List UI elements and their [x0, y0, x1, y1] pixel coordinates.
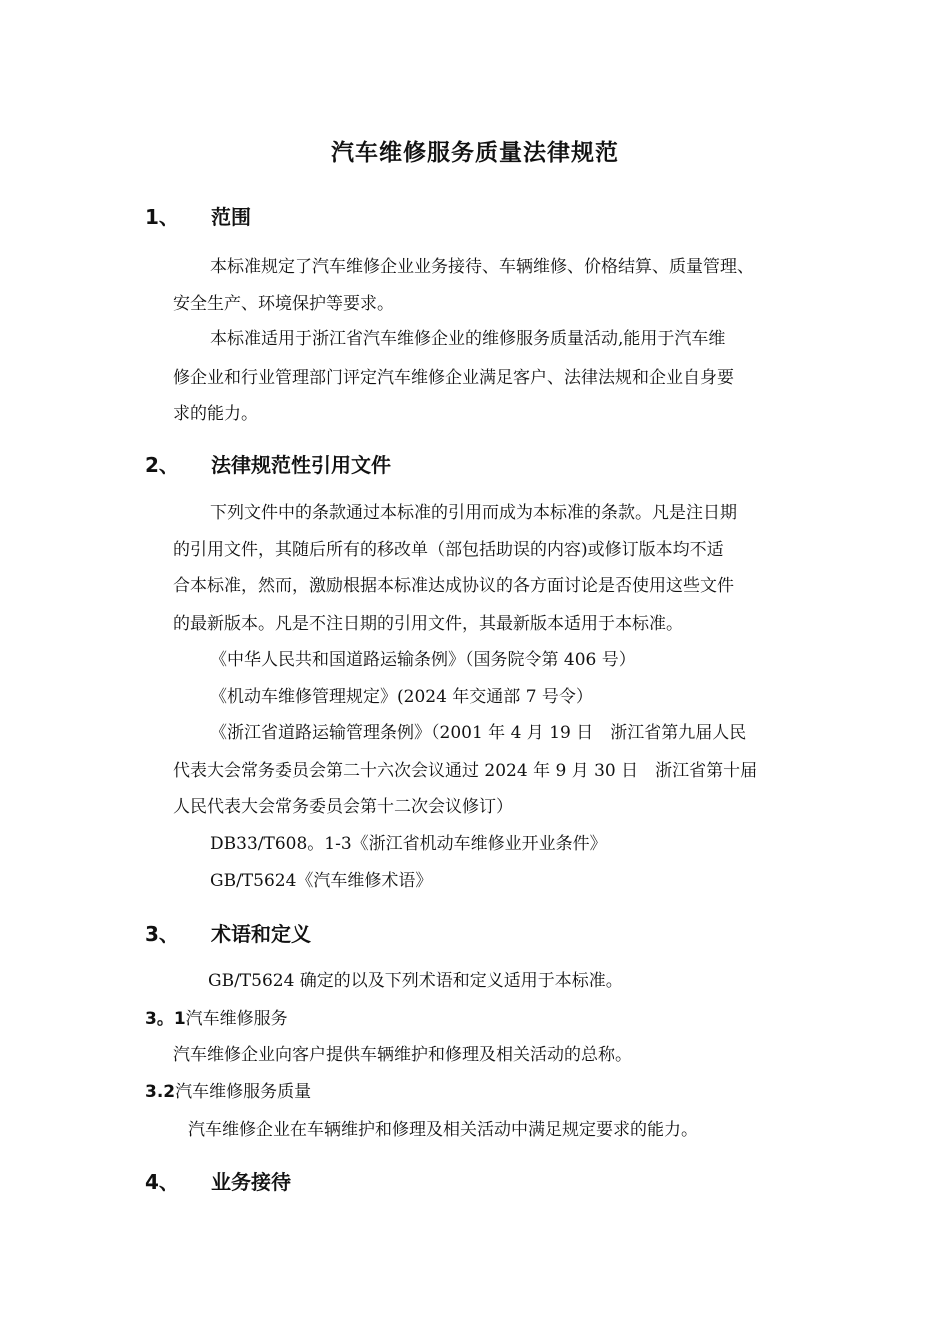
section-2-number: 2、 [145, 453, 179, 477]
subsection-3-1-number: 3。1 [145, 1009, 186, 1029]
section-4-heading [145, 1166, 291, 1195]
reference-item: 代表大会常务委员会第二十六次会议通过 2024 年 9 月 30 日 浙江省第十届 [173, 761, 758, 781]
section-1-heading [145, 201, 251, 230]
subsection-3-1-label: 汽车维修服务 [185, 1009, 288, 1029]
paragraph-line: 本标准规定了汽车维修企业业务接待、车辆维修、价格结算、质量管理、 [210, 257, 754, 277]
paragraph-line: 求的能力。 [173, 404, 258, 424]
paragraph-line: 下列文件中的条款通过本标准的引用而成为本标准的条款。凡是注日期 [210, 503, 737, 523]
paragraph-line: 修企业和行业管理部门评定汽车维修企业满足客户、法律法规和企业自身要 [173, 368, 734, 388]
paragraph-line: 合本标准，然而，激励根据本标准达成协议的各方面讨论是否使用这些文件 [173, 576, 734, 596]
section-1-title: 范围 [211, 205, 251, 229]
reference-item: GB/T5624《汽车维修术语》 [210, 871, 433, 891]
section-3-heading [145, 918, 311, 947]
reference-item: 《中华人民共和国道路运输条例》（国务院令第 406 号） [210, 650, 636, 670]
section-1-number: 1、 [145, 205, 179, 229]
definition-text: 汽车维修企业在车辆维护和修理及相关活动中满足规定要求的能力。 [188, 1120, 698, 1140]
section-2-heading [145, 449, 391, 478]
paragraph-line: 安全生产、环境保护等要求。 [173, 294, 394, 314]
section-4-number: 4、 [145, 1170, 179, 1194]
paragraph-line: 的最新版本。凡是不注日期的引用文件，其最新版本适用于本标准。 [173, 614, 683, 634]
reference-item: DB33/T608。1-3《浙江省机动车维修业开业条件》 [210, 834, 607, 854]
reference-item: 人民代表大会常务委员会第十二次会议修订） [173, 797, 513, 817]
document-title: 汽车维修服务质量法律规范 [331, 140, 619, 166]
section-3-title: 术语和定义 [211, 922, 311, 946]
section-4-title: 业务接待 [211, 1170, 291, 1194]
paragraph-line: GB/T5624 确定的以及下列术语和定义适用于本标准。 [208, 971, 623, 991]
subsection-3-2-number: 3.2 [145, 1082, 176, 1102]
subsection-3-2 [145, 1080, 311, 1104]
section-2-title: 法律规范性引用文件 [211, 453, 391, 477]
reference-item: 《浙江省道路运输管理条例》（2001 年 4 月 19 日 浙江省第九届人民 [210, 723, 747, 743]
subsection-3-2-label: 汽车维修服务质量 [175, 1082, 312, 1102]
definition-text: 汽车维修企业向客户提供车辆维护和修理及相关活动的总称。 [173, 1045, 632, 1065]
paragraph-line: 的引用文件，其随后所有的移改单（部包括助误的内容)或修订版本均不适 [173, 540, 724, 560]
subsection-3-1 [145, 1007, 288, 1031]
reference-item: 《机动车维修管理规定》(2024 年交通部 7 号令） [210, 687, 593, 707]
paragraph-line: 本标准适用于浙江省汽车维修企业的维修服务质量活动,能用于汽车维 [210, 329, 726, 349]
section-3-number: 3、 [145, 922, 179, 946]
